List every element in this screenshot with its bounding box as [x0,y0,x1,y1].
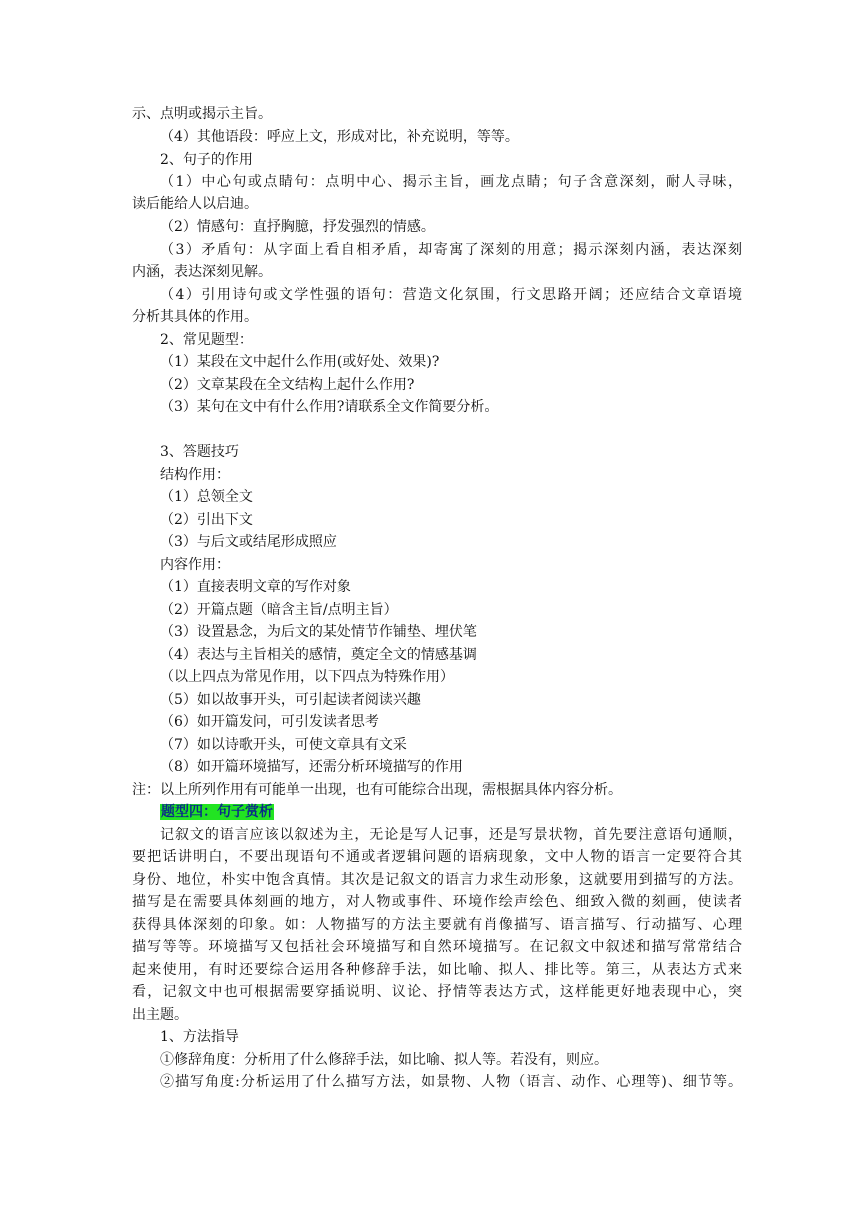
paragraph-line: 要把话讲明白，不要出现语句不通或者逻辑问题的语病现象，文中人物的语言一定要符合其 [132,849,742,865]
text-line: 内涵，表达深刻见解。 [132,264,272,280]
text-line: 分析其具体的作用。 [132,309,258,325]
section-title-line [160,801,770,823]
text-line: （6）如开篇发问，可引发读者思考 [160,714,379,730]
paragraph-line: 出主题。 [132,1007,188,1023]
text-line: （3）矛盾句：从字面上看自相矛盾，却寄寓了深刻的用意；揭示深刻内涵，表达深刻 [160,242,742,258]
section-heading: 3、答题技巧 [160,444,239,460]
text-line: 内容作用： [160,557,230,573]
text-line: （4）引用诗句或文学性强的语句：营造文化氛围，行文思路开阔；还应结合文章语境 [160,287,742,303]
section-heading: 2、句子的作用 [160,152,253,168]
paragraph-line: 身份、地位，朴实中饱含真情。其次是记叙文的语言力求生动形象，这就要用到描写的方法。 [132,872,742,888]
text-line: （5）如以故事开头，可引起读者阅读兴趣 [160,692,421,708]
text-line: （以上四点为常见作用，以下四点为特殊作用） [160,669,454,685]
paragraph-line: 描写是在需要具体刻画的地方，对人物或事件、环境作绘声绘色、细致入微的刻画，使读者 [132,894,742,910]
text-line: （2）引出下文 [160,512,253,528]
note-line: 注：以上所列作用有可能单一出现，也有可能综合出现，需根据具体内容分析。 [132,782,622,798]
paragraph-line: 记叙文的语言应该以叙述为主，无论是写人记事，还是写景状物，首先要注意语句通顺， [160,827,742,843]
paragraph-line: 获得具体深刻的印象。如：人物描写的方法主要就有肖像描写、语言描写、行动描写、心理 [132,917,742,933]
section-heading: 1、方法指导 [160,1029,239,1045]
text-line: （7）如以诗歌开头，可使文章具有文采 [160,737,407,753]
text-line: （8）如开篇环境描写，还需分析环境描写的作用 [160,759,463,775]
text-line: 结构作用： [160,467,230,483]
paragraph-line: 起来使用，有时还要综合运用各种修辞手法，如比喻、拟人、排比等。第三，从表达方式来 [132,962,742,978]
text-line: （1）总领全文 [160,489,253,505]
text-line: 读后能给人以启迪。 [132,196,258,212]
text-line: ①修辞角度：分析用了什么修辞手法，如比喻、拟人等。若没有，则应。 [160,1052,608,1068]
section-heading: 2、常见题型： [160,332,253,348]
text-line: （4）其他语段：呼应上文，形成对比，补充说明，等等。 [160,129,519,145]
highlighted-title: 题型四：句子赏析 [161,804,273,820]
text-line: （3）与后文或结尾形成照应 [160,534,337,550]
text-line: ②描写角度:分析运用了什么描写方法，如景物、人物（语言、动作、心理等)、细节等。 [160,1074,742,1090]
text-line: （3）某句在文中有什么作用?请联系全文作简要分析。 [160,399,499,415]
text-line: （1）中心句或点睛句：点明中心、揭示主旨，画龙点睛；句子含意深刻，耐人寻味， [160,174,742,190]
paragraph-line: 看，记叙文中也可根据需要穿插说明、议论、抒情等表达方式，这样能更好地表现中心，突 [132,984,742,1000]
text-line: （2）文章某段在全文结构上起什么作用? [160,377,415,393]
text-line: （4）表达与主旨相关的感情，奠定全文的情感基调 [160,647,477,663]
text-line: （2）开篇点题（暗含主旨/点明主旨） [160,602,398,618]
text-line: （2）情感句：直抒胸臆，抒发强烈的情感。 [160,219,435,235]
text-line: （3）设置悬念，为后文的某处情节作铺垫、埋伏笔 [160,624,477,640]
text-line: （1）某段在文中起什么作用(或好处、效果)? [160,354,440,370]
paragraph-line: 描写等等。环境描写又包括社会环境描写和自然环境描写。在记叙文中叙述和描写常常结合 [132,939,742,955]
text-line: （1）直接表明文章的写作对象 [160,579,351,595]
text-line: 示、点明或揭示主旨。 [132,106,272,122]
